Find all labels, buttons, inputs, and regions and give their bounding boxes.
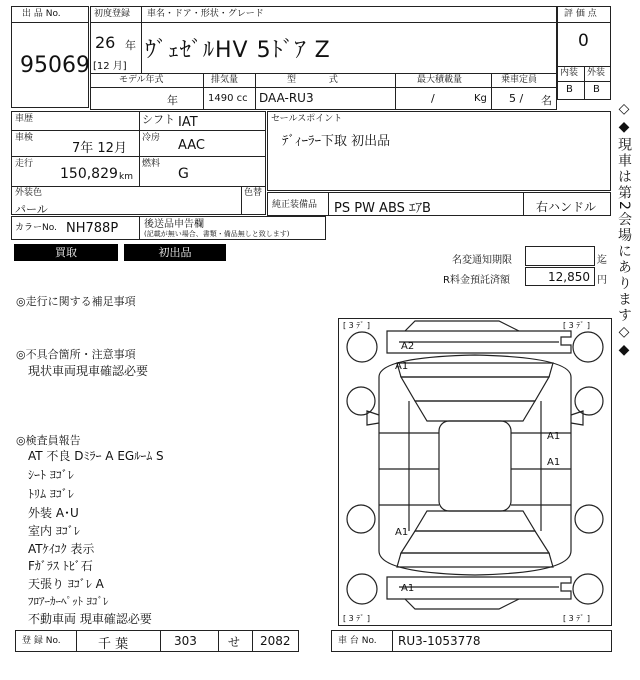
details-box [11,111,266,215]
model-code-label: 型 式 [287,75,338,85]
color-label: 外装色 [15,188,43,198]
name-change-deadline-label: 名変通知期限 [452,255,512,266]
damage-mark: A1 [401,583,415,594]
registration-number-box [15,630,299,652]
color: パール [15,203,48,216]
interior-grade: B [566,84,573,95]
registration-number: 2082 [260,634,291,648]
damage-mark: A1 [395,527,409,538]
name-change-deadline-unit: 迄 [597,255,607,266]
repaint-label: 色替 [244,188,263,198]
car-name-label: 車名・ドア・形状・グレード [147,9,264,19]
registration-month: [12 月] [93,61,127,72]
inspection-label: 車検 [15,133,34,143]
corner-label: [ 3 ﾃﾞ ] [563,614,590,623]
inspection: 7年 12月 [72,141,127,156]
model-year-label: モデル年式 [119,75,164,85]
lot-number: 95069 [20,53,90,78]
ac: AAC [178,138,205,153]
registration-area: 千 葉 [98,637,129,652]
capacity: 5 / [509,92,524,105]
damage-mark: A2 [401,341,415,352]
inspector-line: AT 不良 Dﾐﾗｰ A EGﾙｰﾑ S [28,449,164,463]
recycle-fee-unit: 円 [597,275,607,286]
equipment: PS PW ABS ｴｱB [334,201,431,216]
inspector-line: 外装 A･U [28,506,79,520]
car-name: ｳﾞｪｾﾞﾙHV 5ﾄﾞｱ Z [145,38,331,63]
history-label: 車歴 [15,114,34,124]
max-load-label: 最大積載量 [417,75,463,85]
inspector-header: ◎検査員報告 [16,434,81,447]
defects-line: 現状車両現車確認必要 [28,364,149,378]
lot-number-box [11,6,89,108]
recycle-fee: 12,850 [548,270,590,284]
exterior-grade: B [593,84,600,95]
registration-number-label: 登 録 No. [22,636,61,646]
inspector-line: ﾌﾛｱｰｶｰﾍﾟｯﾄ ﾖｺﾞﾚ [28,595,109,608]
shift: IAT [178,115,198,130]
sales-point-label: セールスポイント [271,114,343,124]
driving-notes-header: ◎走行に関する補足事項 [16,295,136,308]
sales-point-box [267,111,611,191]
inspector-line: ATｹｲｺｸ 表示 [28,542,95,556]
corner-label: [ 3 ﾃﾞ ] [343,321,370,330]
registration-year-char: 年 [125,39,136,52]
model-year-unit: 年 [167,94,178,107]
ac-label: 冷房 [142,133,161,143]
mileage-unit: km [119,172,133,182]
damage-mark: A1 [395,361,409,372]
mileage-label: 走行 [15,159,34,169]
model-code: DAA-RU3 [259,91,314,105]
steering: 右ハンドル [536,200,597,214]
recycle-fee-label: R料金預託済額 [443,275,510,286]
exterior-label: 外装 [587,68,606,78]
genuine-equipment-label: 純正装備品 [272,200,318,210]
capacity-unit: 名 [541,94,552,107]
color-no-label: カラーNo. [15,223,57,233]
inspector-line: ﾄﾘﾑ ﾖｺﾞﾚ [28,487,74,501]
chassis-number: RU3-1053778 [398,634,481,648]
fuel-label: 燃料 [142,159,161,169]
car-diagram [338,318,612,626]
sales-point: ﾃﾞｨｰﾗｰ下取 初出品 [282,134,391,149]
lot-number-label: 出 品 No. [22,9,61,19]
color-no: NH788P [66,221,119,236]
damage-mark: A1 [547,431,561,442]
registration-kana: せ [228,635,241,649]
inspector-line: ｼｰﾄ ﾖｺﾞﾚ [28,468,74,482]
corner-label: [ 3 ﾃﾞ ] [343,614,370,623]
corner-label: [ 3 ﾃﾞ ] [563,321,590,330]
recycle-fee-box [525,267,595,286]
mileage: 150,829 [60,166,118,182]
name-change-deadline-box [525,246,595,266]
inspector-line: 不動車両 現車確認必要 [28,612,152,626]
shift-label: シフト [142,113,175,126]
damage-mark: A1 [547,457,561,468]
inspector-line: 室内 ﾖｺﾞﾚ [28,524,80,538]
registration-label: 初度登録 [94,9,131,19]
score: 0 [578,31,589,51]
chassis-number-label: 車 台 No. [338,636,377,646]
inspector-line: 天張り ﾖｺﾞﾚ A [28,577,104,591]
color-no-box [11,216,326,240]
max-load: / [431,92,435,105]
chassis-number-box [331,630,612,652]
aftermarket-note: (記載が無い場合、書類・備品無しと致します) [144,230,290,238]
aftermarket-label: 後送品申告欄 [144,219,204,230]
score-label: 評 価 点 [564,9,597,19]
displacement-label: 排気量 [211,75,239,85]
buy-badge: 買取 [14,244,118,261]
registration-class: 303 [174,634,197,648]
first-listing-badge: 初出品 [124,244,226,261]
registration-year: 26 [95,33,116,52]
inspector-line: Fｶﾞﾗｽ ﾄﾋﾞ石 [28,559,93,573]
registration-box [90,6,557,110]
fuel: G [178,166,189,182]
car-diagram-drawing [339,319,611,625]
max-load-unit: Kg [474,93,487,104]
interior-label: 内装 [560,68,579,78]
defects-header: ◎不具合箇所・注意事項 [16,348,136,361]
equipment-box [267,192,611,216]
capacity-label: 乗車定員 [501,75,538,85]
score-box [557,6,611,100]
displacement: 1490 cc [208,93,248,104]
vertical-notice: ◇◆現車は第2会場にあります◇◆ [616,100,632,360]
